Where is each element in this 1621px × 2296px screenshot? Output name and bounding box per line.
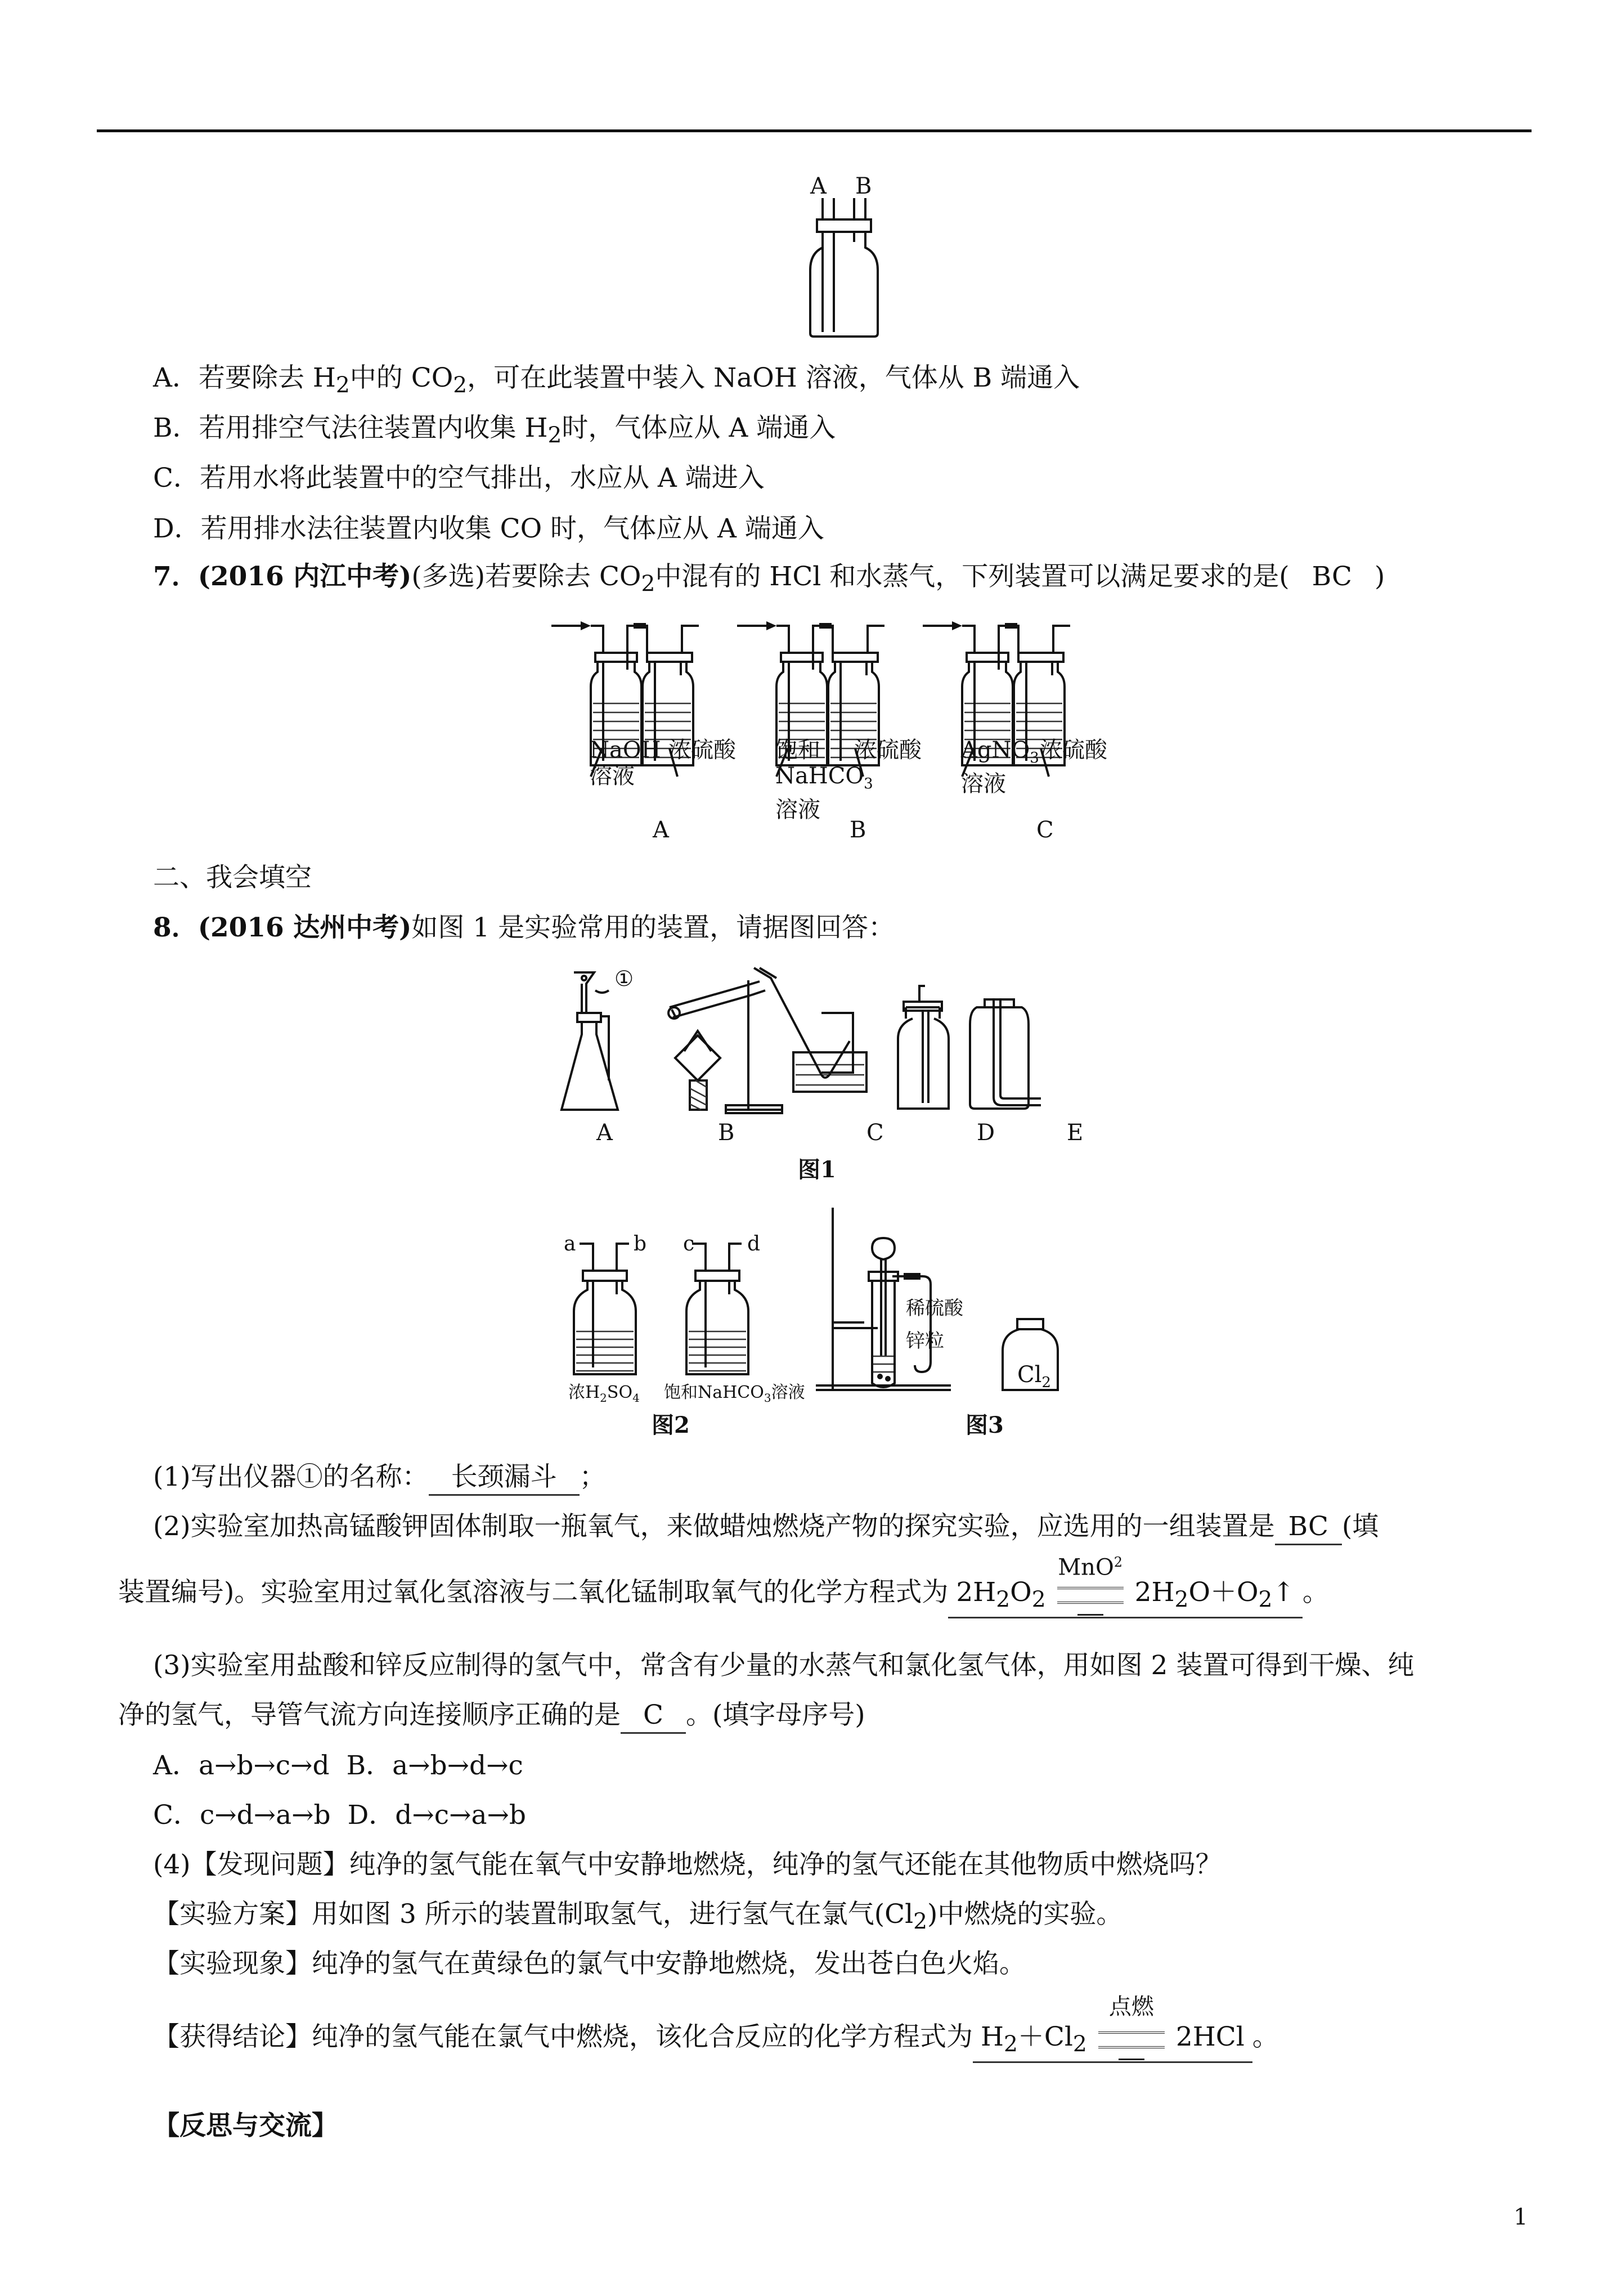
setup-b-right-label: 浓硫酸 (854, 737, 922, 763)
option-c: C．若用水将此装置中的空气排出，水应从 A 端进入 (153, 463, 765, 494)
part-2-line-1: (2)实验室加热高锰酸钾固体制取一瓶氧气，来做蜡烛燃烧产物的探究实验，应选用的一组装置是 BC (填 (153, 1510, 1378, 1545)
answer-connection-order: C (621, 1698, 686, 1734)
port-a-label: A (810, 173, 827, 199)
caption-c: C (1036, 817, 1054, 843)
setup-c-left-label: AgNO$_3$ 溶液 (961, 737, 1039, 797)
fig2-right-label: 饱和NaHCO$_3$溶液 (664, 1383, 805, 1405)
apparatus-c-water-trough (754, 968, 866, 1092)
fig2-caption: 图2 (652, 1412, 690, 1438)
option-b: B．若用排空气法往装置内收集 $H_2$时，气体应从 A 端通入 (153, 412, 836, 449)
fig2-left-label: 浓$H_2SO_4$ (568, 1383, 640, 1405)
fig1-label-c: C (866, 1120, 884, 1146)
part-4-question: (4)【发现问题】纯净的氢气能在氧气中安静地燃烧，纯净的氢气还能在其他物质中燃烧吗？ (153, 1849, 1222, 1880)
fig1-label-d: D (977, 1120, 995, 1146)
part-1: (1)写出仪器①的名称： 长颈漏斗 ； (153, 1460, 606, 1496)
bottle-conc-h2so4 (574, 1244, 636, 1374)
setup-b-left-label: 饱和 NaHCO$_3$ 溶液 (775, 737, 873, 823)
setup-a-right-label: 浓硫酸 (668, 737, 736, 763)
ignition-condition: 点燃 (1095, 2020, 1168, 2054)
header-rule (97, 129, 1532, 132)
port-c: c (683, 1232, 695, 1255)
part-3-options-ab: A．a→b→c→d B．a→b→d→c (153, 1750, 523, 1781)
equation-h2o2: $2H_2O_2$ MnO$^2$ $2H_2O+O_2↑$ (948, 1576, 1302, 1618)
caption-b: B (850, 817, 866, 843)
answer-instrument-name: 长颈漏斗 (429, 1460, 580, 1496)
part-4-plan: 【实验方案】用如图 3 所示的装置制取氢气，进行氢气在氯气$(Cl_2)$中燃烧的实验。 (153, 1899, 1123, 1935)
page-number: 1 (1514, 2204, 1528, 2230)
question-8: 8．(2016 达州中考)如图 1 是实验常用的装置，请据图回答： (153, 912, 895, 943)
part-3-line-2: 净的氢气，导管气流方向连接顺序正确的是 C 。(填字母序号) (118, 1698, 865, 1734)
apparatus-a-flask (562, 972, 618, 1110)
apparatus-e-bottle (970, 999, 1041, 1109)
part-4-reflection: 【反思与交流】 (153, 2110, 338, 2141)
apparatus-b-heating (668, 980, 782, 1113)
setup-c-right-label: 浓硫酸 (1040, 737, 1107, 763)
fig1-label-b: B (718, 1120, 735, 1146)
reaction-condition: MnO$^2$ (1054, 1576, 1127, 1609)
caption-a: A (653, 817, 669, 843)
gas-bottle-figure (788, 169, 900, 343)
port-b: b (634, 1232, 647, 1255)
apparatus-d-bottle (898, 986, 949, 1109)
part-2-line-2: 装置编号)。实验室用过氧化氢溶液与二氧化锰制取氧气的化学方程式为 $2H_2O_2$ MnO$^2$ $2H_2O+O_2↑$ 。 (118, 1576, 1329, 1618)
figure-2 (563, 1227, 799, 1396)
answer-apparatus-group: BC (1275, 1510, 1342, 1545)
option-a: A．若要除去 $H_2$中的 $CO_2$，可在此装置中装入 NaOH 溶液，气体从 B 端通入 (153, 362, 1080, 398)
port-d: d (747, 1232, 761, 1255)
option-d: D．若用排水法往装置内收集 CO 时，气体应从 A 端通入 (153, 513, 824, 544)
part-3-options-cd: C．c→d→a→b D．d→c→a→b (153, 1800, 526, 1831)
fig3-caption: 图3 (966, 1412, 1004, 1438)
part-3-line-1: (3)实验室用盐酸和锌反应制得的氢气中，常含有少量的水蒸气和氯化氢气体，用如图 2 装置可得到干燥、纯 (153, 1650, 1415, 1681)
section-heading: 二、我会填空 (153, 862, 312, 893)
part-4-phenomenon: 【实验现象】纯净的氢气在黄绿色的氯气中安静地燃烧，发出苍白色火焰。 (153, 1948, 1026, 1979)
fig1-label-e: E (1067, 1120, 1084, 1146)
instrument-1-marker: ① (614, 966, 634, 991)
label-zinc: 锌粒 (906, 1330, 944, 1352)
answer-q7: BC (1312, 561, 1352, 592)
bottle-nahco3 (686, 1244, 748, 1374)
port-a: a (564, 1232, 576, 1255)
equation-h2-cl2: $H_2+Cl_2$ 点燃 2HCl (973, 2020, 1252, 2063)
part-4-conclusion: 【获得结论】纯净的氢气能在氯气中燃烧，该化合反应的化学方程式为 $H_2+Cl_2$ 点燃 2HCl 。 (153, 2020, 1279, 2063)
fig1-caption: 图1 (798, 1156, 836, 1183)
label-dilute-acid: 稀硫酸 (906, 1297, 963, 1320)
figure-1 (557, 968, 1148, 1137)
port-b-label: B (855, 173, 872, 199)
setup-a-left-label: NaOH 溶液 (590, 737, 661, 789)
fig1-label-a: A (596, 1120, 613, 1146)
label-cl2: $Cl_2$ (1017, 1362, 1051, 1391)
question-7: 7．(2016 内江中考)(多选)若要除去 $CO_2$中混有的 HCl 和水蒸气，下列装置可以满足要求的是( BC ) (153, 561, 1385, 597)
